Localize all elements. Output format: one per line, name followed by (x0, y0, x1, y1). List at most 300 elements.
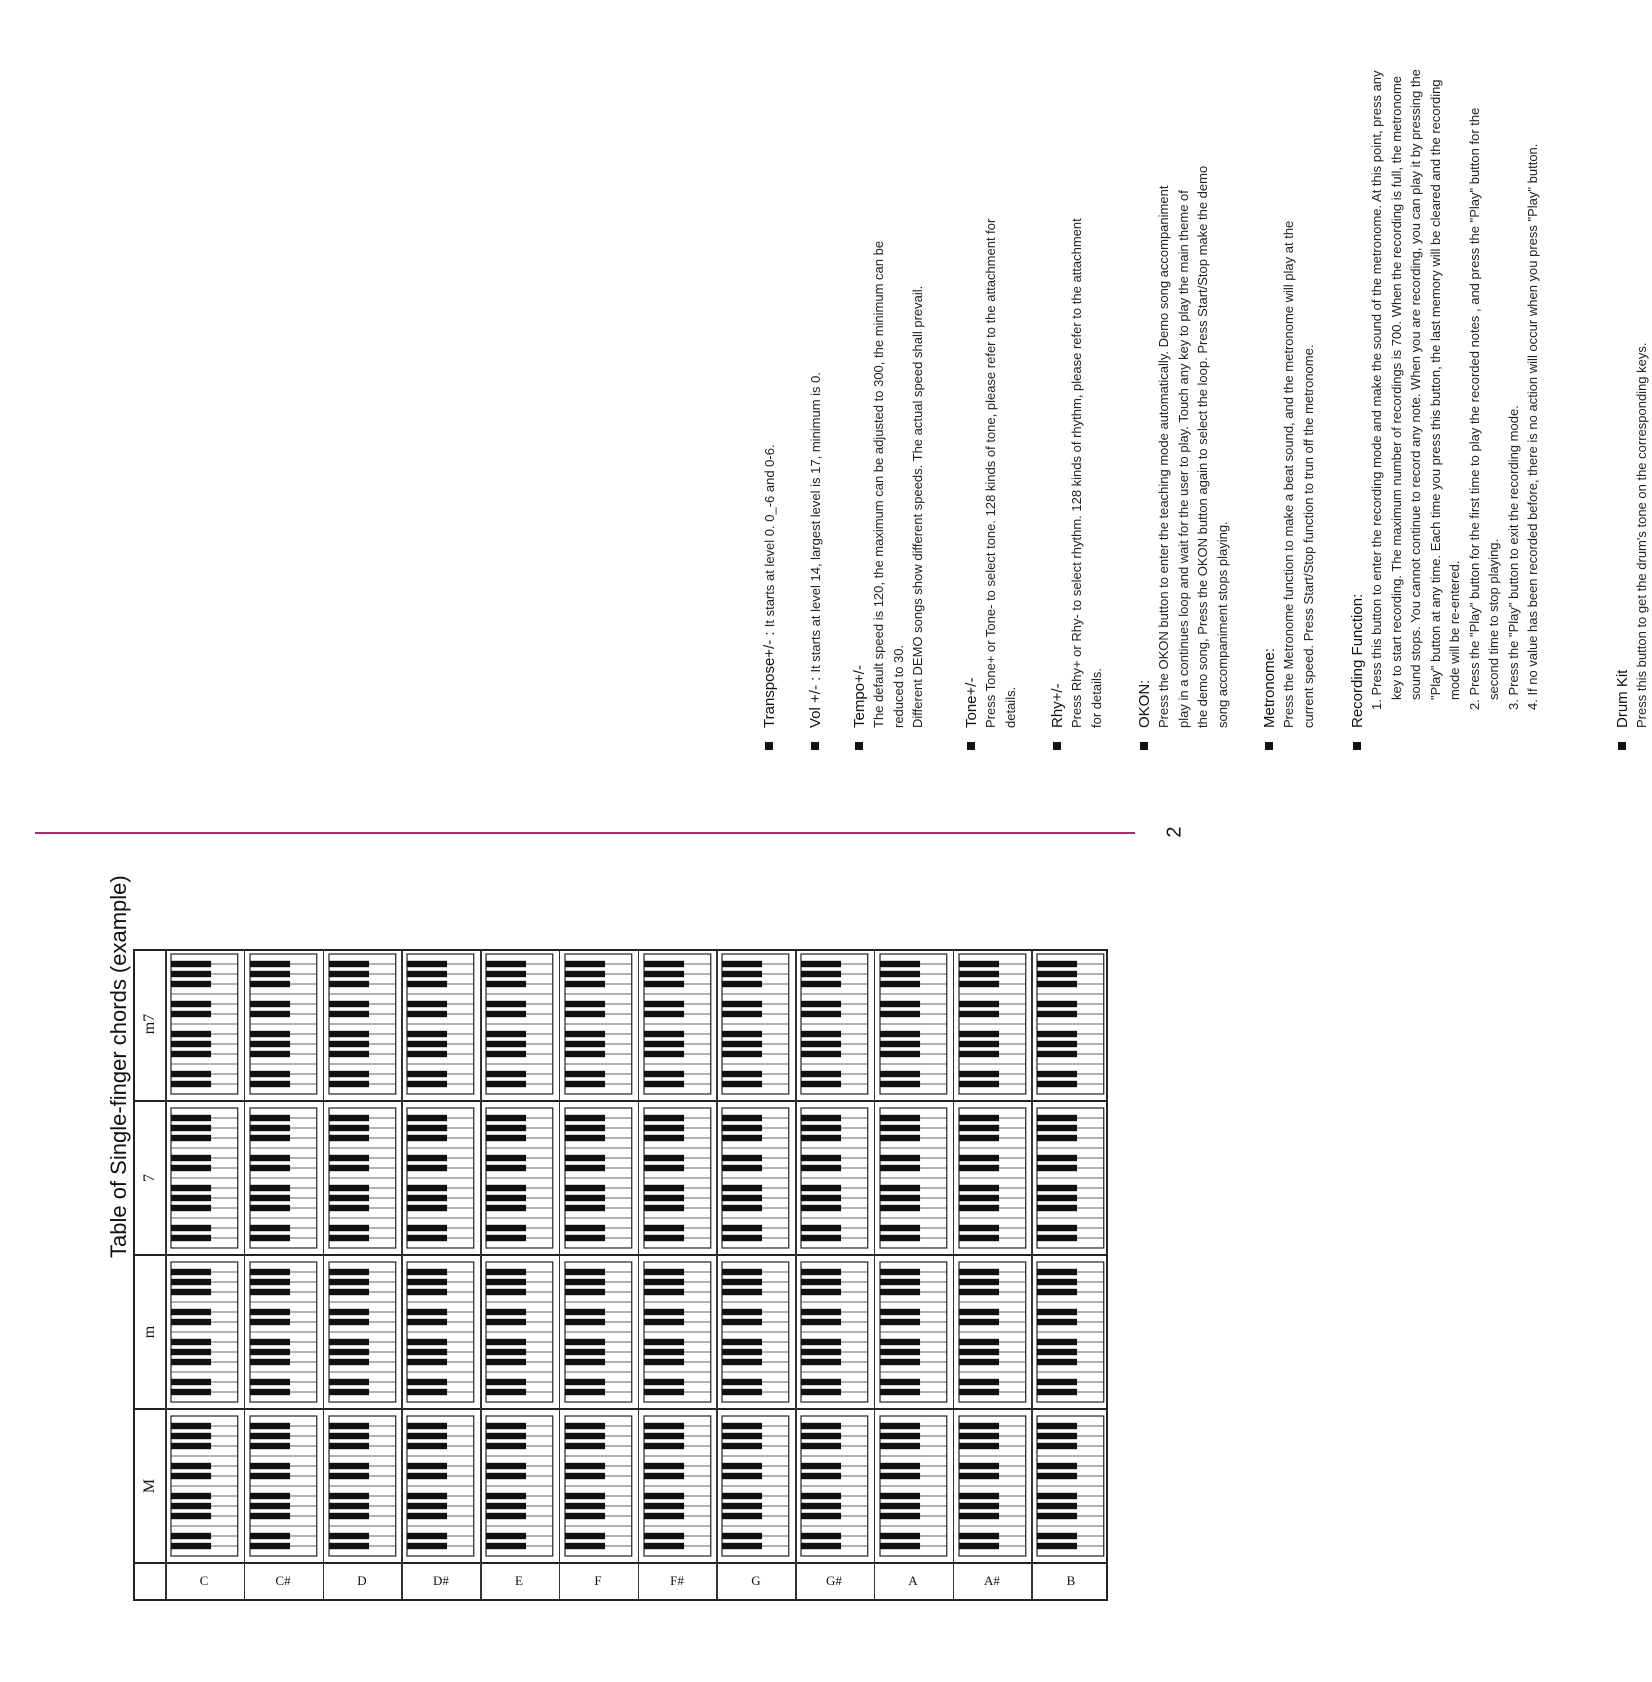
black-key (801, 1071, 841, 1077)
chord-keyboard-diagram (722, 1262, 789, 1402)
row-divider (480, 951, 482, 1599)
black-key (329, 1165, 369, 1171)
black-key (959, 1051, 999, 1057)
black-key (722, 1115, 762, 1121)
black-key (250, 1379, 290, 1385)
bullet-icon (811, 742, 819, 750)
black-key (171, 1125, 211, 1131)
black-key (959, 1359, 999, 1365)
section-body-line: current speed. Press Start/Stop function to trun off the metronome. (1300, 344, 1316, 728)
black-key (801, 1513, 841, 1519)
black-key (250, 1195, 290, 1201)
black-key (644, 1165, 684, 1171)
section-metronome (1260, 70, 1318, 750)
black-key (171, 1195, 211, 1201)
black-key (565, 1503, 605, 1509)
black-key (1037, 981, 1077, 987)
black-key (644, 971, 684, 977)
black-key (880, 1205, 920, 1211)
recording-steps (1367, 65, 1543, 728)
black-key (801, 1155, 841, 1161)
black-key (329, 1379, 369, 1385)
black-key (407, 1041, 447, 1047)
black-key (644, 1389, 684, 1395)
chord-keyboard-diagram (250, 954, 317, 1094)
chord-keyboard-diagram (329, 1108, 396, 1248)
black-key (1037, 1155, 1077, 1161)
black-key (486, 1513, 526, 1519)
black-key (880, 1081, 920, 1087)
black-key (722, 1135, 762, 1141)
black-key (565, 1081, 605, 1087)
black-key (407, 1279, 447, 1285)
black-key (722, 1225, 762, 1231)
black-key (329, 1041, 369, 1047)
chord-row-label: C# (275, 1573, 291, 1588)
black-key (722, 1319, 762, 1325)
black-key (880, 1379, 920, 1385)
black-key (250, 1155, 290, 1161)
chord-keyboard-diagram (644, 1108, 711, 1248)
black-key (722, 1503, 762, 1509)
black-key (329, 1225, 369, 1231)
black-key (801, 1493, 841, 1499)
black-key (329, 971, 369, 977)
black-key (1037, 1443, 1077, 1449)
black-key (171, 1339, 211, 1345)
black-key (722, 1433, 762, 1439)
black-key (644, 1115, 684, 1121)
black-key (329, 1125, 369, 1131)
black-key (644, 1533, 684, 1539)
black-key (565, 1165, 605, 1171)
chord-row-label: A (908, 1573, 918, 1588)
black-key (1037, 1185, 1077, 1191)
black-key (880, 1309, 920, 1315)
black-key (250, 1081, 290, 1087)
black-key (801, 1115, 841, 1121)
black-key (329, 1503, 369, 1509)
black-key (644, 1205, 684, 1211)
black-key (407, 1389, 447, 1395)
black-key (1037, 1081, 1077, 1087)
black-key (644, 1195, 684, 1201)
black-key (959, 1309, 999, 1315)
chord-row-label: D# (432, 1573, 449, 1588)
section-body-line: Press the OKON button to enter the teaching mode automatically. Demo song accompaniment (1156, 185, 1171, 728)
chord-keyboard-diagram (486, 954, 553, 1094)
black-key (486, 1503, 526, 1509)
chord-keyboard-diagram (644, 954, 711, 1094)
recording-step: 1. Press this button to enter the recording mode and make the sound of the metronome. At this point, press any key to start recording. The maximum number of recordings is 700. When the recording is full, the metronome sound stops. You cannot continue to record any note. When you are recording, you can play it by pressing the "Play" button at any time. Each time you press this button, the last memory will be cleared and the recording mode will be re-entered. (1369, 69, 1462, 710)
black-key (801, 1235, 841, 1241)
black-key (801, 1389, 841, 1395)
black-key (171, 1041, 211, 1047)
black-key (722, 1205, 762, 1211)
black-key (171, 981, 211, 987)
black-key (329, 1433, 369, 1439)
black-key (880, 1071, 920, 1077)
black-key (722, 1339, 762, 1345)
black-key (565, 1543, 605, 1549)
black-key (880, 1339, 920, 1345)
black-key (959, 1493, 999, 1499)
black-key (407, 1001, 447, 1007)
chord-table-title: Table of Single-finger chords (example) (106, 875, 131, 1258)
black-key (959, 1001, 999, 1007)
bullet-icon (1618, 742, 1626, 750)
section-okon (1135, 70, 1232, 750)
black-key (1037, 1125, 1077, 1131)
bullet-icon (765, 742, 773, 750)
black-key (250, 1359, 290, 1365)
black-key (801, 1463, 841, 1469)
black-key (722, 1195, 762, 1201)
black-key (171, 1205, 211, 1211)
black-key (486, 1473, 526, 1479)
black-key (329, 1155, 369, 1161)
black-key (722, 971, 762, 977)
black-key (880, 1269, 920, 1275)
black-key (644, 1041, 684, 1047)
black-key (329, 1269, 369, 1275)
black-key (565, 1185, 605, 1191)
black-key (250, 1443, 290, 1449)
black-key (329, 1463, 369, 1469)
section-title: Vol +/- : (807, 676, 824, 728)
black-key (250, 1463, 290, 1469)
black-key (722, 1533, 762, 1539)
black-key (171, 1473, 211, 1479)
black-key (644, 981, 684, 987)
black-key (407, 1339, 447, 1345)
black-key (722, 1051, 762, 1057)
black-key (565, 1359, 605, 1365)
black-key (644, 1125, 684, 1131)
black-key (722, 1155, 762, 1161)
black-key (329, 1031, 369, 1037)
row-divider (716, 951, 718, 1599)
black-key (880, 1279, 920, 1285)
black-key (959, 1269, 999, 1275)
black-key (171, 1309, 211, 1315)
chord-row-label: F# (670, 1573, 684, 1588)
section-body-line: song accompaniment stops playing. (1214, 521, 1230, 728)
black-key (880, 1423, 920, 1429)
black-key (407, 1269, 447, 1275)
black-key (959, 1071, 999, 1077)
black-key (880, 1349, 920, 1355)
chord-keyboard-diagram (880, 954, 947, 1094)
black-key (171, 1135, 211, 1141)
black-key (880, 1011, 920, 1017)
row-divider (795, 951, 797, 1599)
black-key (565, 1379, 605, 1385)
black-key (880, 1041, 920, 1047)
black-key (171, 1071, 211, 1077)
black-key (329, 1071, 369, 1077)
black-key (959, 1379, 999, 1385)
black-key (801, 1359, 841, 1365)
section-title: Tempo+/- (851, 665, 868, 728)
black-key (329, 1513, 369, 1519)
black-key (407, 1533, 447, 1539)
black-key (486, 1081, 526, 1087)
black-key (486, 1289, 526, 1295)
black-key (880, 1433, 920, 1439)
section-body-line: reduced to 30. (890, 644, 906, 728)
black-key (407, 1443, 447, 1449)
black-key (407, 1513, 447, 1519)
black-key (1037, 1289, 1077, 1295)
black-key (250, 1349, 290, 1355)
chord-keyboard-diagram (801, 1108, 868, 1248)
black-key (644, 1011, 684, 1017)
bullet-icon (967, 742, 975, 750)
chord-keyboard-diagram (644, 1416, 711, 1556)
black-key (486, 1185, 526, 1191)
black-key (1037, 1195, 1077, 1201)
black-key (486, 1041, 526, 1047)
black-key (486, 1309, 526, 1315)
black-key (801, 1225, 841, 1231)
black-key (250, 1423, 290, 1429)
black-key (959, 1503, 999, 1509)
black-key (959, 1011, 999, 1017)
black-key (486, 1031, 526, 1037)
black-key (486, 1125, 526, 1131)
black-key (486, 1115, 526, 1121)
black-key (722, 1279, 762, 1285)
black-key (880, 1115, 920, 1121)
black-key (171, 1319, 211, 1325)
black-key (250, 1125, 290, 1131)
black-key (801, 1165, 841, 1171)
black-key (329, 1543, 369, 1549)
black-key (959, 971, 999, 977)
black-key (959, 1235, 999, 1241)
black-key (1037, 1279, 1077, 1285)
chord-keyboard-diagram (565, 1416, 632, 1556)
black-key (486, 1493, 526, 1499)
black-key (801, 981, 841, 987)
chord-keyboard-diagram (959, 954, 1026, 1094)
black-key (644, 1001, 684, 1007)
black-key (486, 1225, 526, 1231)
black-key (171, 971, 211, 977)
black-key (801, 1543, 841, 1549)
black-key (329, 1081, 369, 1087)
black-key (250, 1513, 290, 1519)
chord-table (133, 949, 1108, 1601)
black-key (250, 1279, 290, 1285)
black-key (329, 981, 369, 987)
black-key (565, 1001, 605, 1007)
chord-row-label: A# (983, 1573, 1000, 1588)
chord-keyboard-diagram (250, 1262, 317, 1402)
black-key (250, 1001, 290, 1007)
black-key (250, 1433, 290, 1439)
section-title: Rhy+/- (1049, 683, 1066, 728)
page-number: 2 (1163, 826, 1186, 838)
black-key (407, 1319, 447, 1325)
black-key (486, 981, 526, 987)
black-key (486, 1051, 526, 1057)
black-key (722, 1001, 762, 1007)
black-key (565, 1041, 605, 1047)
black-key (1037, 1011, 1077, 1017)
chord-row-label: F (594, 1573, 602, 1588)
black-key (880, 1533, 920, 1539)
black-key (1037, 1031, 1077, 1037)
black-key (250, 1269, 290, 1275)
black-key (1037, 1165, 1077, 1171)
black-key (407, 961, 447, 967)
row-divider (165, 951, 167, 1599)
chord-row-label: C (200, 1573, 209, 1588)
black-key (644, 1309, 684, 1315)
black-key (959, 1125, 999, 1131)
black-key (644, 1513, 684, 1519)
black-key (880, 1195, 920, 1201)
section-body: It starts at level 14, largest level is 17, minimum is 0. (808, 371, 823, 673)
black-key (722, 1463, 762, 1469)
black-key (171, 1081, 211, 1087)
bullet-icon (855, 742, 863, 750)
black-key (801, 1001, 841, 1007)
black-key (880, 1319, 920, 1325)
section-body-line: Press the Metronome function to make a beat sound, and the metronome will play at the (1281, 220, 1296, 728)
black-key (329, 1195, 369, 1201)
black-key (880, 971, 920, 977)
chord-keyboard-diagram (171, 1416, 238, 1556)
black-key (250, 1135, 290, 1141)
black-key (1037, 1379, 1077, 1385)
page-divider (35, 832, 1135, 834)
black-key (801, 1279, 841, 1285)
black-key (486, 1389, 526, 1395)
black-key (407, 1379, 447, 1385)
black-key (801, 1185, 841, 1191)
row-divider (323, 951, 325, 1599)
black-key (171, 1533, 211, 1539)
chord-keyboard-diagram (407, 954, 474, 1094)
black-key (1037, 1041, 1077, 1047)
black-key (565, 1493, 605, 1499)
black-key (801, 1433, 841, 1439)
black-key (407, 1135, 447, 1141)
black-key (880, 1001, 920, 1007)
section-body-line: Different DEMO songs show different speeds. The actual speed shall prevail. (910, 285, 925, 728)
black-key (329, 1289, 369, 1295)
black-key (801, 1205, 841, 1211)
black-key (407, 1463, 447, 1469)
black-key (1037, 1433, 1077, 1439)
black-key (171, 1225, 211, 1231)
chord-keyboard-diagram (250, 1416, 317, 1556)
row-divider (874, 951, 876, 1599)
chord-keyboard-diagram (880, 1262, 947, 1402)
black-key (959, 981, 999, 987)
black-key (880, 1503, 920, 1509)
chord-keyboard-diagram (171, 954, 238, 1094)
black-key (407, 981, 447, 987)
chord-column-header: M (141, 1478, 158, 1494)
black-key (1037, 1543, 1077, 1549)
section-body-line: the demo song, Press the OKON button again to select the loop. Press Start/Stop make the demo (1195, 165, 1210, 728)
black-key (1037, 1319, 1077, 1325)
black-key (1037, 1225, 1077, 1231)
black-key (407, 1081, 447, 1087)
black-key (565, 1289, 605, 1295)
black-key (171, 1389, 211, 1395)
chord-keyboard-diagram (1037, 954, 1104, 1094)
black-key (486, 961, 526, 967)
black-key (565, 961, 605, 967)
black-key (407, 1031, 447, 1037)
section-vol (806, 70, 826, 750)
black-key (880, 1235, 920, 1241)
black-key (880, 961, 920, 967)
black-key (565, 1051, 605, 1057)
chord-keyboard-diagram (565, 954, 632, 1094)
chord-keyboard-diagram (329, 1416, 396, 1556)
black-key (250, 1493, 290, 1499)
black-key (171, 1379, 211, 1385)
chord-row-label: B (1066, 1573, 1075, 1588)
black-key (171, 1289, 211, 1295)
black-key (486, 1071, 526, 1077)
black-key (250, 1165, 290, 1171)
black-key (644, 1319, 684, 1325)
black-key (644, 1349, 684, 1355)
black-key (959, 1135, 999, 1141)
black-key (880, 1125, 920, 1131)
black-key (644, 1379, 684, 1385)
black-key (565, 1011, 605, 1017)
chord-keyboard-diagram (959, 1416, 1026, 1556)
black-key (722, 981, 762, 987)
black-key (407, 1423, 447, 1429)
chord-keyboard-diagram (722, 1416, 789, 1556)
black-key (565, 1195, 605, 1201)
black-key (329, 1205, 369, 1211)
black-key (486, 1543, 526, 1549)
black-key (880, 1513, 920, 1519)
black-key (722, 1185, 762, 1191)
column-divider (135, 1254, 1106, 1256)
chord-keyboard-diagram (486, 1108, 553, 1248)
black-key (644, 1185, 684, 1191)
chord-keyboard-diagram (171, 1108, 238, 1248)
black-key (801, 1319, 841, 1325)
black-key (1037, 1269, 1077, 1275)
black-key (565, 1155, 605, 1161)
black-key (1037, 1533, 1077, 1539)
black-key (171, 1543, 211, 1549)
black-key (1037, 1503, 1077, 1509)
section-body-line: The default speed is 120, the maximum can be adjusted to 300, the minimum can be (871, 240, 886, 728)
section-rhy (1048, 70, 1106, 750)
black-key (171, 1115, 211, 1121)
column-divider (135, 1408, 1106, 1410)
black-key (1037, 1001, 1077, 1007)
black-key (250, 1389, 290, 1395)
black-key (171, 1185, 211, 1191)
black-key (486, 1195, 526, 1201)
section-title: Recording Function: (1349, 593, 1366, 728)
black-key (250, 1041, 290, 1047)
